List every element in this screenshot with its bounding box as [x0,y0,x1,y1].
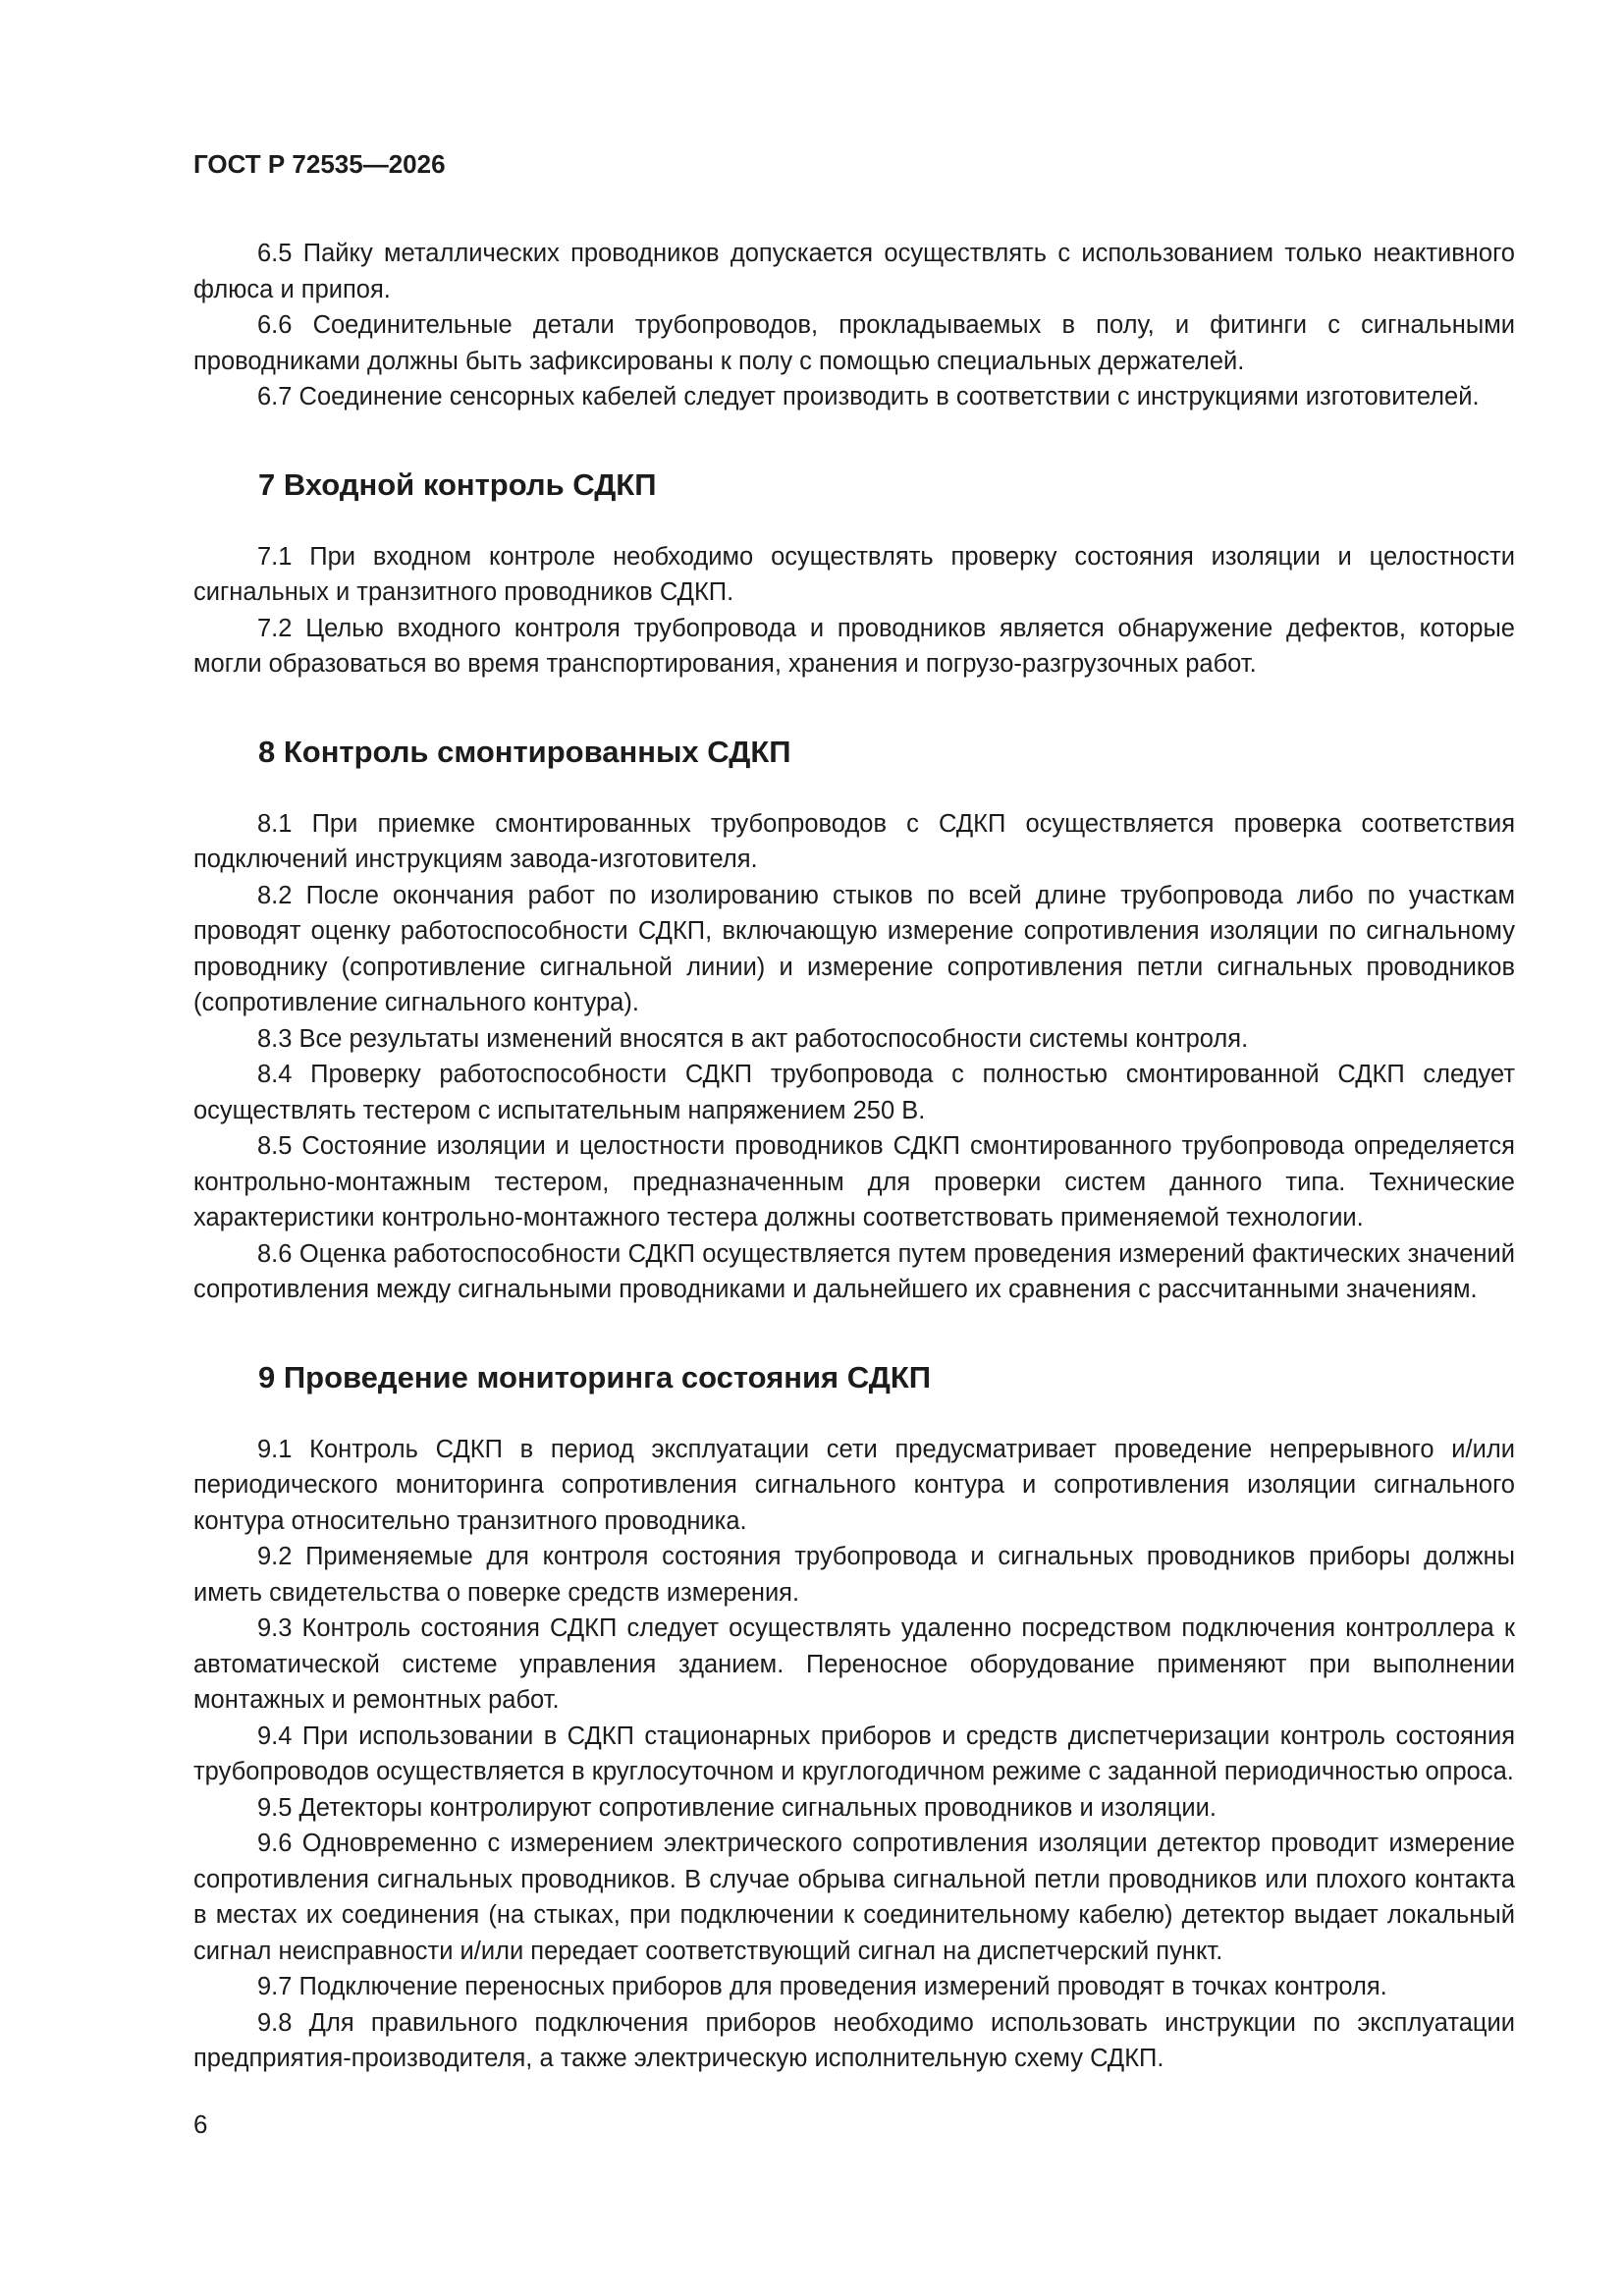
section-7 [193,466,1515,683]
paragraph-8-3: 8.3 Все результаты изменений вносятся в акт работоспособности системы контроля. [257,1024,1249,1053]
section-9-title: 9 Проведение мониторинга состояния СДКП [258,1359,932,1394]
paragraph-9-6: 9.6 Одновременно с измерением электрического сопротивления изоляции детектор проводит измерение сопротивления сигнальных проводников. В случае обрыва сигнальной петли проводников или плохого контакта в местах их соединения (на стыках, при подключении к соединительному кабелю) детектор выдает локальный сигнал неисправности и/или передает соответствующий сигнал на диспетчерский пункт. [193,1830,1515,1965]
paragraph-6-7: 6.7 Соединение сенсорных кабелей следует производить в соответствии с инструкциями изготовителей. [257,383,1480,410]
paragraph-9-4: 9.4 При использовании в СДКП стационарных приборов и средств диспетчеризации контроль состояния трубопроводов осуществляется в круглосуточном и круглогодичном режиме с заданной периодичностью опроса. [193,1722,1515,1785]
paragraph-9-8: 9.8 Для правильного подключения приборов необходимо использовать инструкции по эксплуатации предприятия-производителя, а также электрическую исполнительную схему СДКП. [193,2008,1515,2072]
paragraph-8-2: 8.2 После окончания работ по изолированию стыков по всей длине трубопровода либо по участкам проводят оценку работоспособности СДКП, включающую измерение сопротивления изоляции по сигнальному проводнику (сопротивление сигнальной линии) и измерение сопротивления петли сигнальных проводников (сопротивление сигнального контура). [193,881,1515,1016]
document-header: ГОСТ Р 72535—2026 [193,149,446,179]
paragraph-8-1: 8.1 При приемке смонтированных трубопроводов с СДКП осуществляется проверка соответствия подключений инструкциям завода-изготовителя. [193,809,1515,873]
paragraph-8-6: 8.6 Оценка работоспособности СДКП осуществляется путем проведения измерений фактических значений сопротивления между сигнальными проводниками и дальнейшего их сравнения с рассчитанными значениям. [193,1239,1515,1303]
paragraph-9-7: 9.7 Подключение переносных приборов для проведения измерений проводят в точках контроля. [257,1973,1387,2000]
section-8-title: 8 Контроль смонтированных СДКП [258,734,791,769]
intro-block [193,236,1515,415]
section-9 [193,1359,1515,2077]
paragraph-7-1: 7.1 При входном контроле необходимо осуществлять проверку состояния изоляции и целостности сигнальных и транзитного проводников СДКП. [193,542,1515,606]
paragraph-9-5: 9.5 Детекторы контролируют сопротивление сигнальных проводников и изоляции. [257,1793,1217,1822]
paragraph-8-5: 8.5 Состояние изоляции и целостности проводников СДКП смонтированного трубопровода определяется контрольно-монтажным тестером, предназначенным для проверки систем данного типа. Технические характеристики контрольно-монтажного тестера должны соответствовать применяемой технологии. [193,1132,1515,1231]
paragraph-9-2: 9.2 Применяемые для контроля состояния трубопровода и сигнальных проводников приборы должны иметь свидетельства о поверке средств измерения. [193,1543,1515,1607]
paragraph-9-1: 9.1 Контроль СДКП в период эксплуатации сети предусматривает проведение непрерывного и/или периодического мониторинга сопротивления сигнального контура и сопротивления изоляции сигнального контура относительно транзитного проводника. [193,1435,1515,1535]
section-8 [193,734,1515,1308]
paragraph-8-4: 8.4 Проверку работоспособности СДКП трубопровода с полностью смонтированной СДКП следует осуществлять тестером с испытательным напряжением 250 В. [193,1061,1515,1124]
paragraph-6-5: 6.5 Пайку металлических проводников допускается осуществлять с использованием только неактивного флюса и припоя. [193,240,1515,303]
paragraph-7-2: 7.2 Целью входного контроля трубопровода и проводников является обнаружение дефектов, которые могли образоваться во время транспортирования, хранения и погрузо-разгрузочных работ. [193,614,1515,678]
paragraph-9-3: 9.3 Контроль состояния СДКП следует осуществлять удаленно посредством подключения контроллера к автоматической системе управления зданием. Переносное оборудование применяют при выполнении монтажных и ремонтных работ. [193,1614,1515,1714]
section-7-title: 7 Входной контроль СДКП [258,466,657,502]
document-page [193,147,1515,2077]
paragraph-6-6: 6.6 Соединительные детали трубопроводов, прокладываемых в полу, и фитинги с сигнальными проводниками должны быть зафиксированы к полу с помощью специальных держателей. [193,311,1515,375]
page-number: 6 [193,2109,208,2139]
